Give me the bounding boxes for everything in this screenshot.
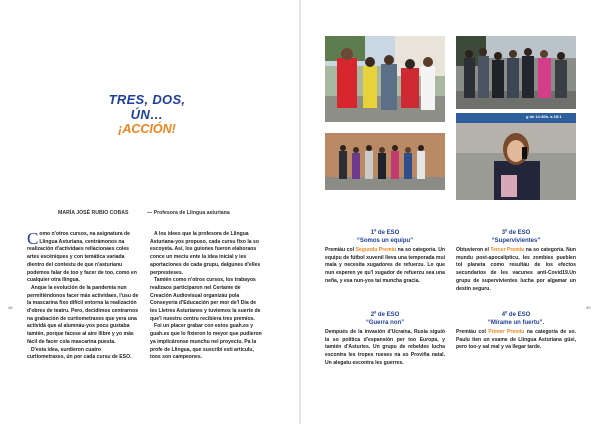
- award-3: [325, 311, 445, 368]
- drop-cap: C: [27, 229, 39, 248]
- photo-students-wall: [325, 133, 445, 190]
- article-title: [92, 92, 202, 137]
- paragraph: Tamién como n'otros cursos, los trabayos realizaos participaron nel Certame de Creación Audiovisual organizáu pola Conseyería d'Educación per mor de'l Día de les Lletres Asturianes y tuviemos la suerte de que'l nuestru centru recibiera tres premios.: [150, 277, 261, 322]
- award-prize: Tercer Premiu: [490, 247, 525, 253]
- article-column-2: [150, 231, 262, 362]
- byline-author: MARÍA JOSÉ RUBIO COBAS: [58, 210, 129, 216]
- photo-students-outdoors: [325, 36, 445, 122]
- award-course: 4º de ESO: [501, 312, 531, 318]
- paragraph: omo n'otros cursos, na asignatura de Llingua Asturiana, centrámonos na realización d'actividaes rellacionaes coles artes escéniques y con temática variada dientro del contestu de que n'asturianu podemos falar de too y facer de too, como en cualquier otra llingua.: [27, 231, 137, 284]
- paragraph: A los idees que la profesora de Llingua Asturiana-yos propuso, cada cursu fixo la so escoyeta. Así, los guiones fueron elaboraos conce un meciu ente la idea inicial y les aportaciones de cada grupu, dalgunes d'elles perpresteses.: [150, 231, 261, 276]
- award-description: Premiáu col Primer Premiu na categoría de so. Paulu tien un exame de Llingua Asturiana güei, pero too-y sal mal y va llegar tarde.: [456, 329, 577, 351]
- award-course: 1º de ESO: [370, 230, 400, 236]
- award-film-title: “Somos un equipu”: [356, 238, 414, 244]
- award-4: [456, 311, 576, 352]
- photo-caption-overlay: g de 14:30h. a 15:1: [526, 114, 562, 119]
- award-course: 2º de ESO: [370, 312, 400, 318]
- photo-students-group: [456, 36, 576, 109]
- award-prize: Primer Premiu: [488, 329, 525, 335]
- page-number-left: 48: [8, 305, 13, 310]
- award-film-title: “Mírame un fuertu”.: [487, 320, 545, 326]
- award-film-title: “Supervivientes”: [491, 238, 541, 244]
- paragraph: Foi un placer grabar con estos guah.es y guah.es que lo fixieron lo meyor que pudieron ya implicáronse munchu nel proyectu. Pa la profe de Llingua, que suscribi esti artículu, toos son campeones.: [150, 323, 262, 361]
- page-number-right: 49: [586, 305, 591, 310]
- award-2: [456, 229, 576, 293]
- award-course: 3º de ESO: [501, 230, 531, 236]
- paragraph: Anque la evolución de la pandemia nun permitiéndonos facer más actividaes, l'usu de la mascarina fixo difícil entorna la realización d'obres de teatru. Pero, decidimos centrarnos na grabación de curtiometraxes que yera una actividá que al alumnáu-yos pocu gustaba tamién, porque facese al aire llibre y yo más fácil de facer cola mascarina puesta.: [27, 284, 139, 345]
- byline-role: — Profesora de Llingua asturiana: [147, 210, 230, 216]
- title-line-2: ¡ACCIÓN!: [118, 122, 176, 136]
- award-description: Premiáu col Segundu Premiu na so categoría. Un equipu de fútbol xuvenil lleva una temporada mui mala y necesita xugadores de refuerzu. Lo que nun esperen ye qu'l xugador de refuerzu sea una neña, y esa nun-yos tai muncha gracia.: [325, 247, 445, 284]
- award-prize: Segundu Premiu: [355, 247, 397, 253]
- paragraph: D'esta idea, surdieron cuatro curtiometraxes, ún por cada cursu de ESO.: [27, 346, 132, 361]
- article-column-1: [27, 231, 139, 362]
- award-description: Obtuvieron el Tercer Premiu na so categoría. Nun mundu post-apocalípticu, les zombies pueblen tol planeta como resultáu de los efectos secundarios de les vacunes anti-Covid19.Un grupu de supervivientes lucha por algamar un destín seguru.: [456, 247, 577, 292]
- page-spine: [299, 0, 301, 424]
- award-description: Dempués de la invasión d'Ucraína, Rusia siguió la so política d'espansión per too Europa, y tamién d'Asturies. Un grupu de rebeldes lucha escontra les tropes rueses na so Proviña natal. Un alegatu escontra les guerres.: [325, 329, 445, 366]
- photo-student-phone: [456, 113, 576, 200]
- award-film-title: “Guerra non”: [365, 320, 405, 326]
- title-line-1: TRES, DOS, ÚN…: [108, 92, 186, 122]
- award-1: [325, 229, 445, 286]
